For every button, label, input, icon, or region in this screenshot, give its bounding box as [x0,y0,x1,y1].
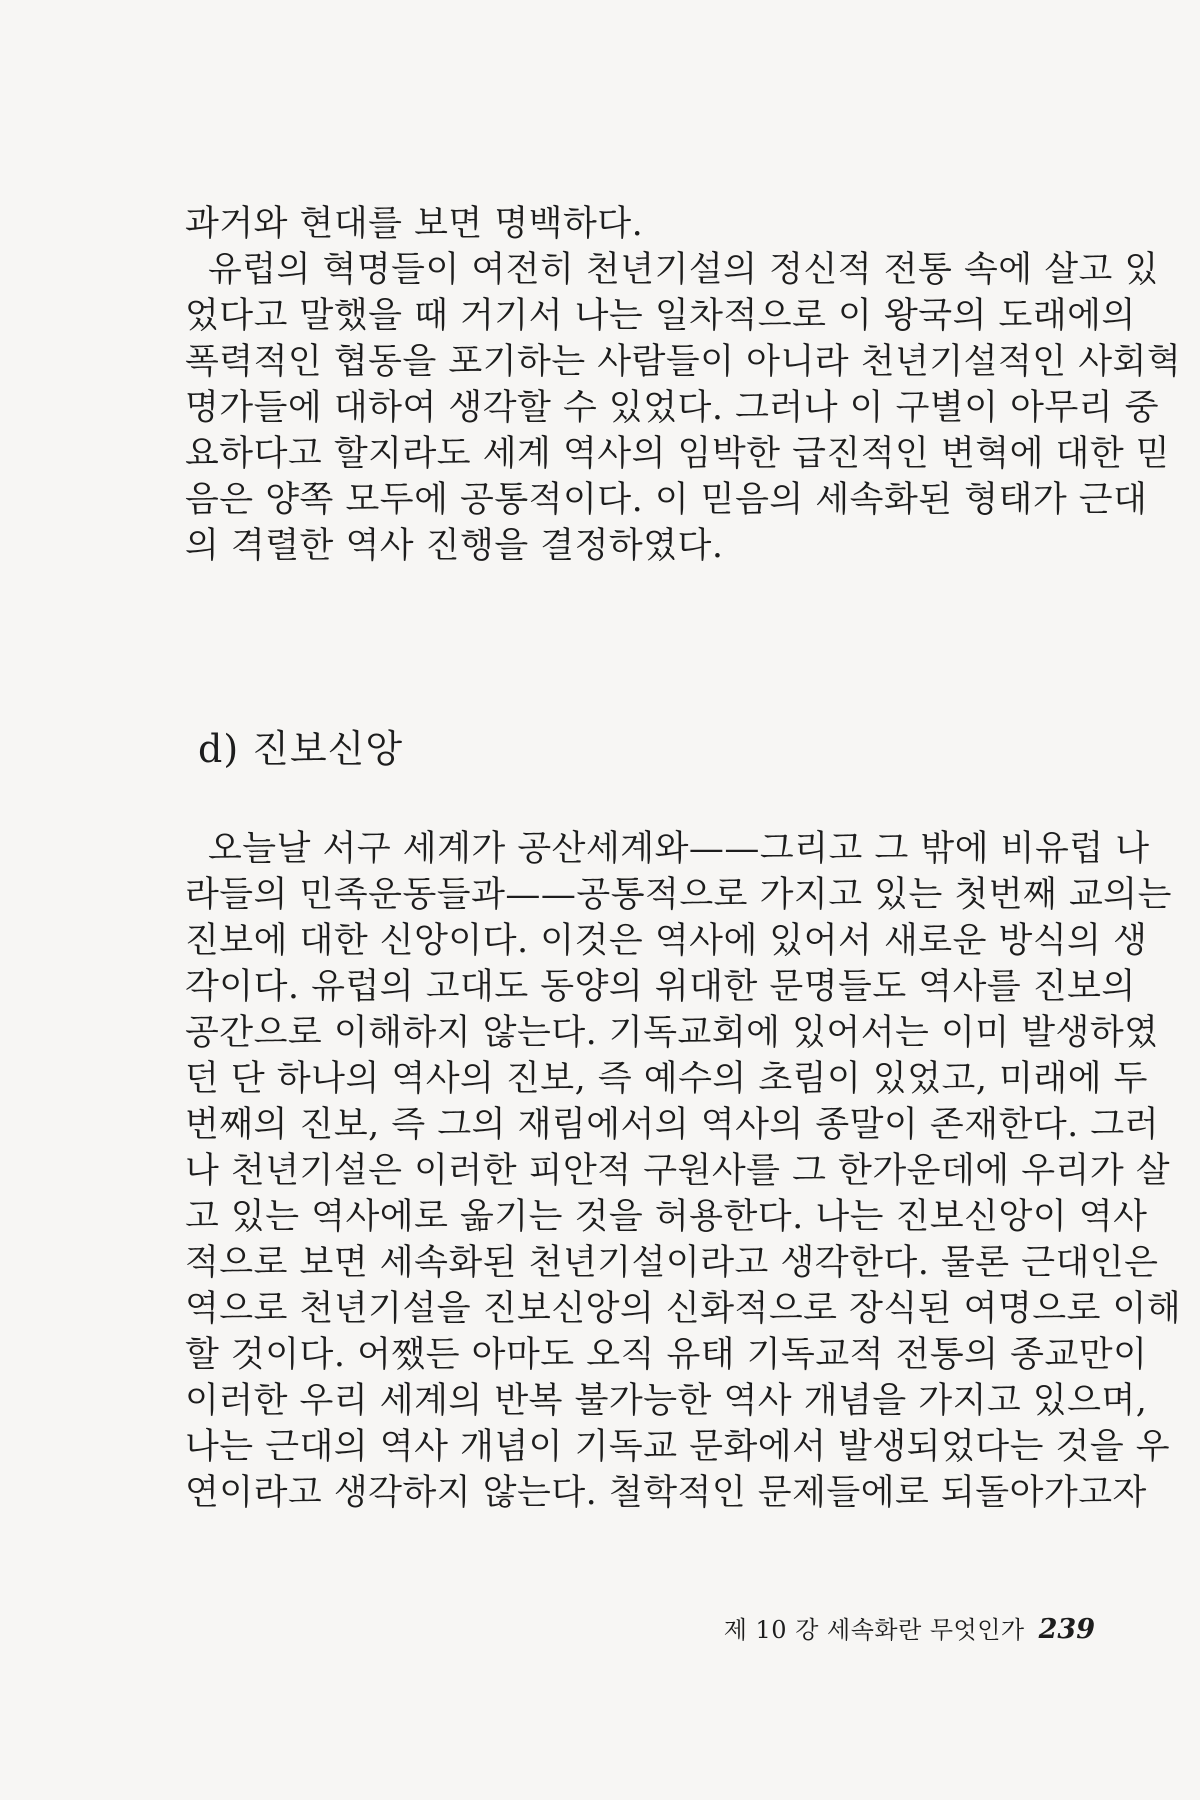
text-line: 공간으로 이해하지 않는다. 기독교회에 있어서는 이미 발생하였 [185,1013,1159,1053]
text-line: 었다고 말했을 때 거기서 나는 일차적으로 이 왕국의 도래에의 [185,296,1136,336]
text-line: 라들의 민족운동들과——공통적으로 가지고 있는 첫번째 교의는 [185,875,1172,915]
text-line: 번째의 진보, 즉 그의 재림에서의 역사의 종말이 존재한다. 그러 [185,1105,1160,1145]
text-line: 의 격렬한 역사 진행을 결정하였다. [185,526,724,566]
page-footer [640,1610,1095,1645]
text-line: 음은 양쪽 모두에 공통적이다. 이 믿음의 세속화된 형태가 근대 [185,480,1148,520]
text-line: 할 것이다. 어쨌든 아마도 오직 유태 기독교적 전통의 종교만이 [185,1335,1148,1375]
text-line: 연이라고 생각하지 않는다. 철학적인 문제들에로 되돌아가고자 [185,1473,1147,1513]
text-line: 진보에 대한 신앙이다. 이것은 역사에 있어서 새로운 방식의 생 [185,921,1148,961]
text-line: 오늘날 서구 세계가 공산세계와——그리고 그 밖에 비유럽 나 [208,829,1150,869]
text-line: 과거와 현대를 보면 명백하다. [185,204,644,244]
page-number: 239 [1038,1614,1095,1645]
text-line: 나 천년기설은 이러한 피안적 구원사를 그 한가운데에 우리가 살 [185,1151,1171,1191]
text-line: 이러한 우리 세계의 반복 불가능한 역사 개념을 가지고 있으며, [185,1381,1148,1421]
text-line: 나는 근대의 역사 개념이 기독교 문화에서 발생되었다는 것을 우 [185,1427,1171,1467]
text-line: 적으로 보면 세속화된 천년기설이라고 생각한다. 물론 근대인은 [185,1243,1159,1283]
chapter-title: 제 10 강 세속화란 무엇인가 [723,1616,1025,1644]
text-line: 요하다고 할지라도 세계 역사의 임박한 급진적인 변혁에 대한 믿 [185,434,1171,474]
text-line: 고 있는 역사에로 옮기는 것을 허용한다. 나는 진보신앙이 역사 [185,1197,1148,1237]
text-line: 던 단 하나의 역사의 진보, 즉 예수의 초림이 있었고, 미래에 두 [185,1059,1148,1099]
text-line: 명가들에 대하여 생각할 수 있었다. 그러나 이 구별이 아무리 중 [185,388,1160,428]
text-line: 폭력적인 협동을 포기하는 사람들이 아니라 천년기설적인 사회혁 [185,342,1182,382]
section-heading: d) 진보신앙 [198,727,404,771]
text-line: 각이다. 유럽의 고대도 동양의 위대한 문명들도 역사를 진보의 [185,967,1136,1007]
text-line: 유럽의 혁명들이 여전히 천년기설의 정신적 전통 속에 살고 있 [208,250,1159,290]
text-line: 역으로 천년기설을 진보신앙의 신화적으로 장식된 여명으로 이해 [185,1289,1182,1329]
